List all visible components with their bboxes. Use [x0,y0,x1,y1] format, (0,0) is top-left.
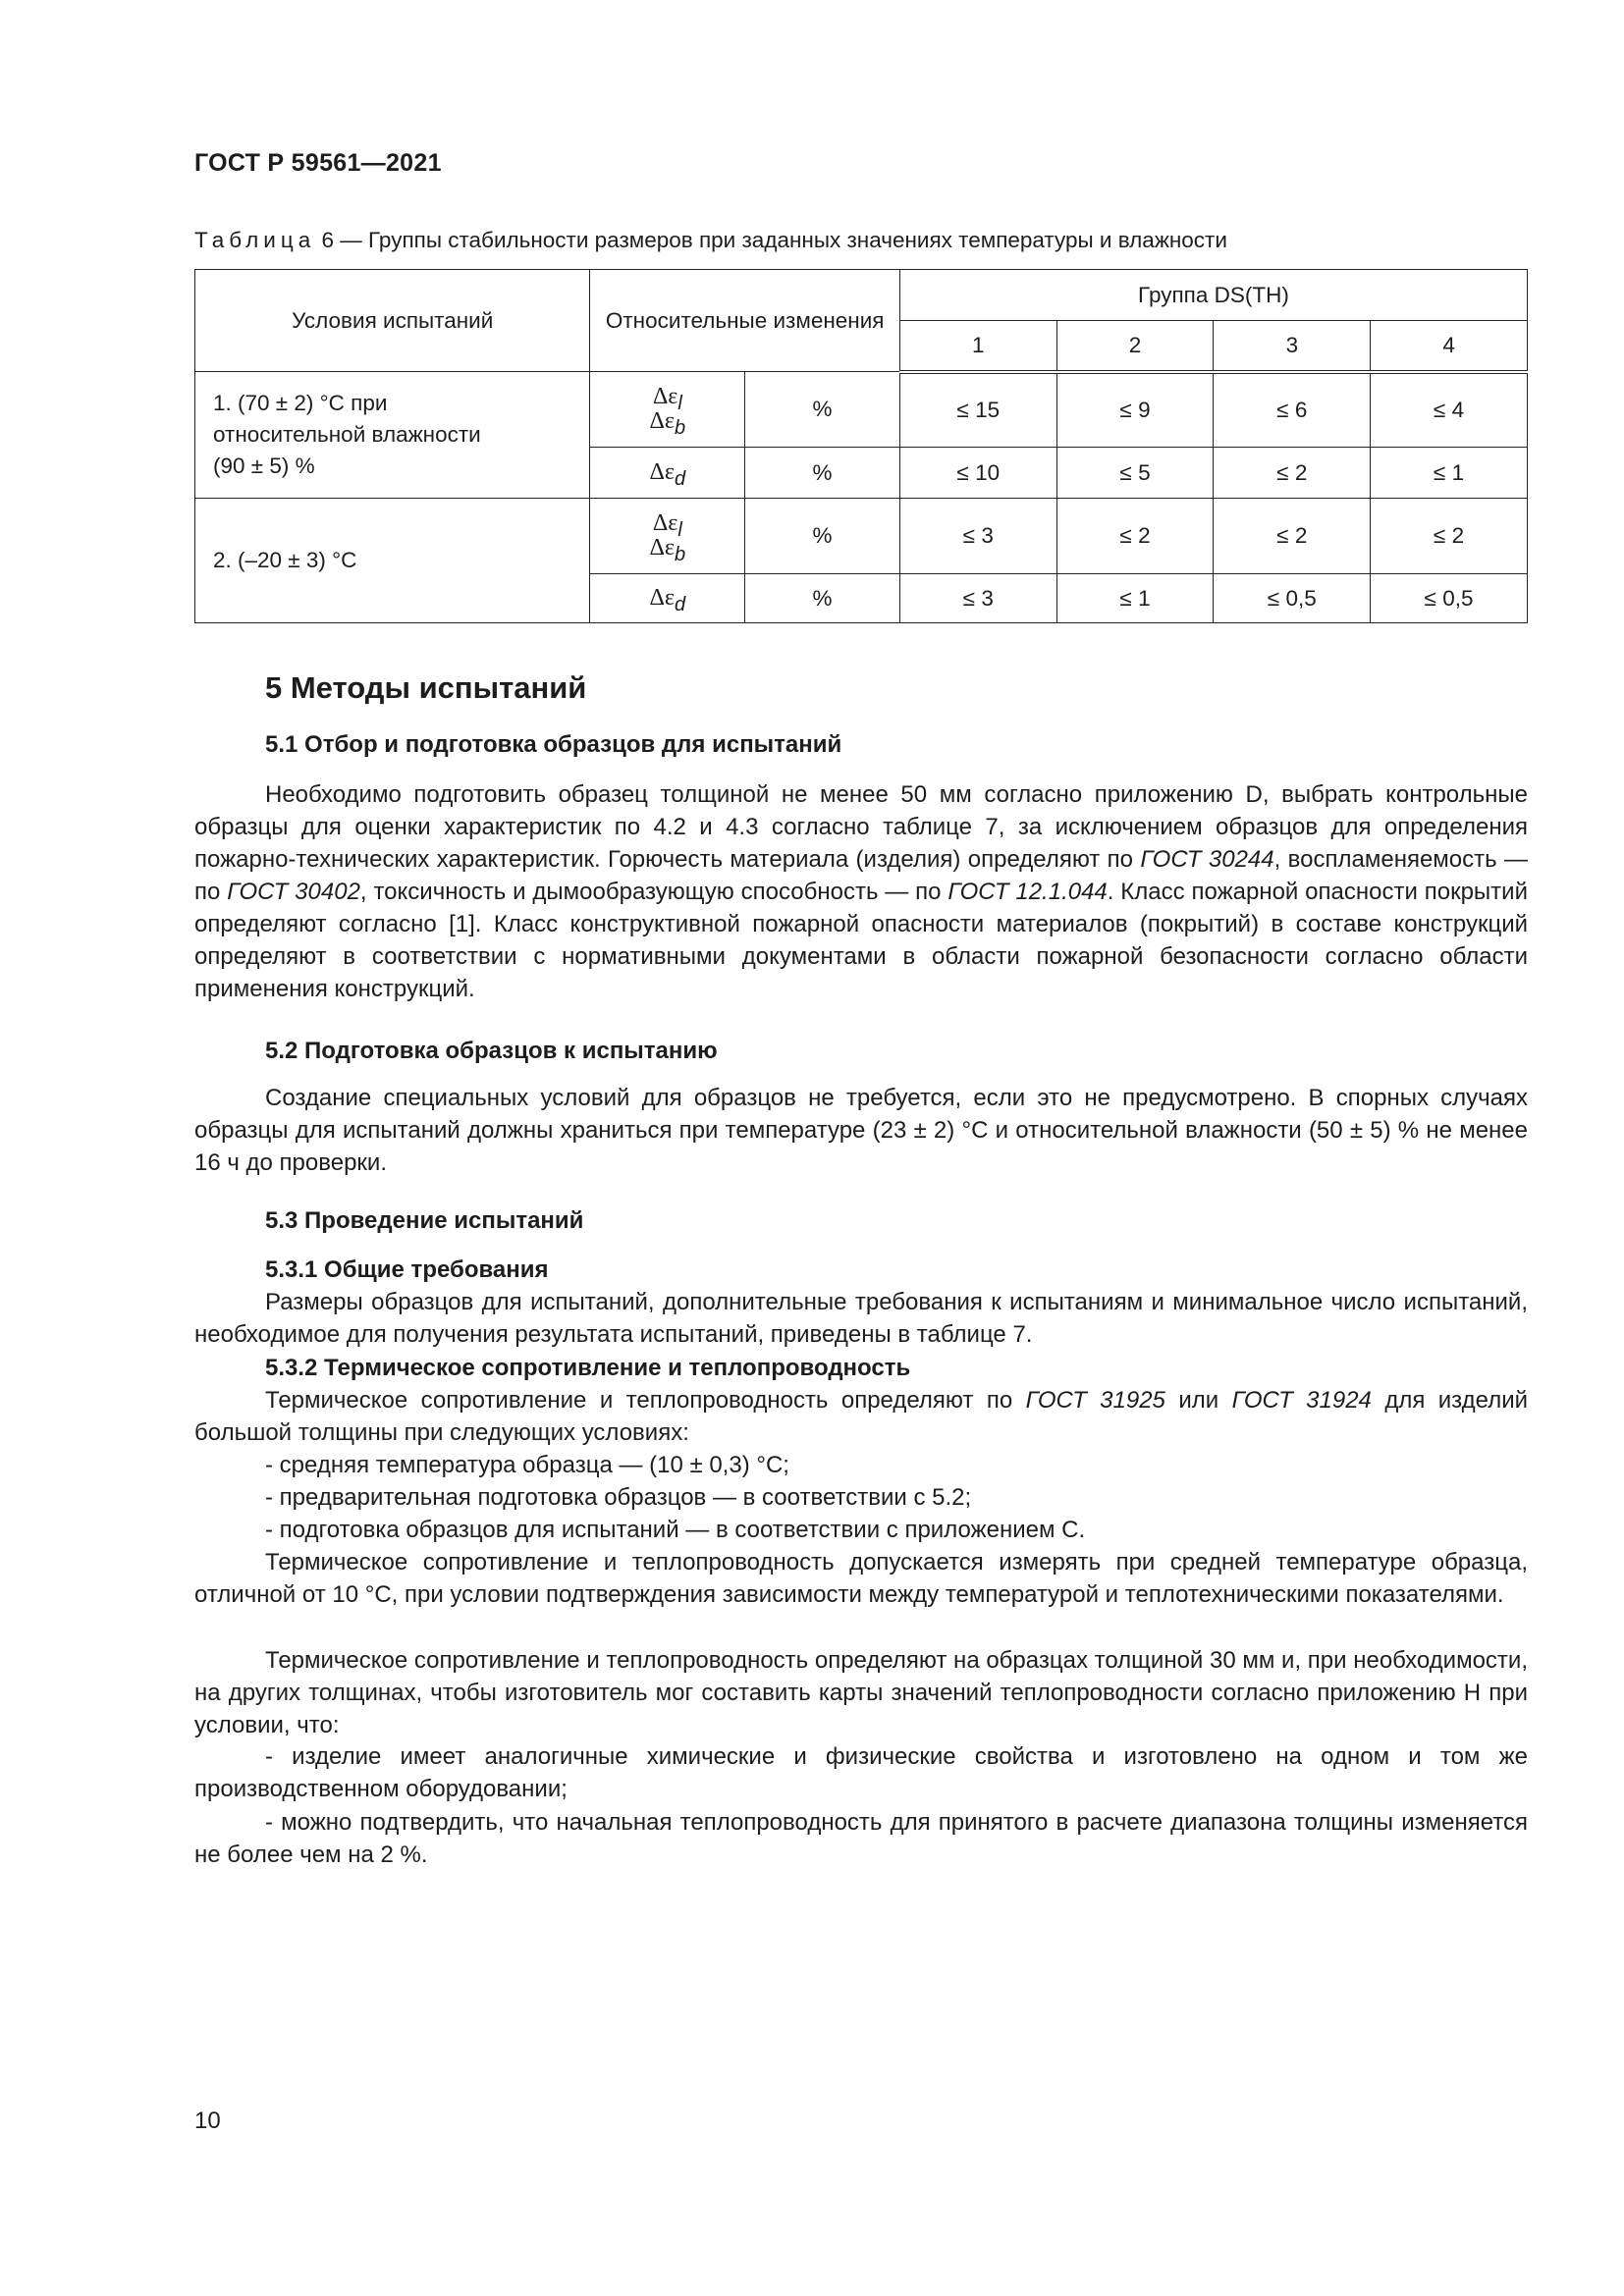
standard-reference: ГОСТ 30244 [1140,846,1274,873]
value-cell: ≤ 2 [1214,499,1371,574]
paragraph: - можно подтвердить, что начальная теплопроводность для принятого в расчете диапазона толщины изменяется не более чем на 2 %. [194,1809,1528,1868]
list-item: - подготовка образцов для испытаний — в соответствии с приложением С. [265,1517,1086,1543]
value-cell: ≤ 2 [1371,499,1528,574]
value-cell: ≤ 4 [1371,372,1528,448]
delta-d: $\Delta\varepsilon_d$ [649,459,686,490]
value-cell: ≤ 0,5 [1214,574,1371,623]
value-cell: ≤ 9 [1056,372,1214,448]
header-group-3: 3 [1214,321,1371,372]
subsection-title: 5.2 Подготовка образцов к испытанию [265,1038,718,1064]
table-row [195,499,1528,574]
value-cell: ≤ 10 [899,448,1056,499]
table-caption [194,228,1227,253]
value-cell: ≤ 1 [1371,448,1528,499]
table-row [195,372,1528,448]
value-cell: ≤ 15 [899,372,1056,448]
value-cell: ≤ 3 [899,574,1056,623]
delta-d: $\Delta\varepsilon_d$ [649,585,686,615]
delta-b: $\Delta\varepsilon_b$ [649,535,686,565]
symbol-cell [590,372,745,448]
section-title: 5 Методы испытаний [265,670,587,705]
standard-reference: ГОСТ 31925 [1025,1387,1165,1414]
page-number: 10 [194,2108,221,2134]
list-item: - средняя температура образца — (10 ± 0,3) °С; [265,1452,789,1478]
condition-line: 2. (–20 ± 3) °С [213,548,357,572]
paragraph: Термическое сопротивление и теплопроводность допускается измерять при средней температуре образца, отличной от 10 °С, при условии подтверждения зависимости между температурой и теплотехническими показателями. [194,1549,1528,1608]
value-cell: ≤ 3 [899,499,1056,574]
table-caption-text: 6 — Группы стабильности размеров при заданных значениях температуры и влажности [321,228,1227,252]
standard-reference: ГОСТ 12.1.044 [947,879,1108,905]
delta-b: $\Delta\varepsilon_b$ [649,408,686,439]
condition-line: 1. (70 ± 2) °С при [213,391,388,415]
standard-reference: ГОСТ 30402 [227,879,360,905]
delta-l: $\Delta\varepsilon_l$ [652,384,682,414]
symbol-cell [590,574,745,623]
paragraph: Термическое сопротивление и теплопроводность определяют по ГОСТ 31925 или ГОСТ 31924 для изделий большой толщины при следующих условиях: [194,1387,1529,1446]
unit-cell: % [745,499,900,574]
header-relative-changes: Относительные изменения [590,270,899,372]
symbol-cell [590,448,745,499]
header-group: Группа DS(TH) [899,270,1527,321]
subsection-title: 5.3.2 Термическое сопротивление и теплопроводность [265,1355,911,1381]
table-header-row [195,270,1528,321]
standard-reference: ГОСТ 31924 [1231,1387,1372,1414]
header-group-2: 2 [1056,321,1214,372]
symbol-cell [590,499,745,574]
value-cell: ≤ 2 [1056,499,1214,574]
value-cell: ≤ 6 [1214,372,1371,448]
dimension-stability-table [194,269,1528,623]
condition-line: (90 ± 5) % [213,454,315,478]
condition-cell [195,499,590,623]
paragraph: Размеры образцов для испытаний, дополнительные требования к испытаниям и минимальное число испытаний, необходимое для получения результата испытаний, приведены в таблице 7. [194,1289,1528,1348]
subsection-title: 5.3 Проведение испытаний [265,1207,584,1234]
subsection-title: 5.1 Отбор и подготовка образцов для испытаний [265,731,842,758]
subsection-title: 5.3.1 Общие требования [265,1256,549,1283]
unit-cell: % [745,574,900,623]
table-caption-label: Таблица [194,228,316,252]
condition-line: относительной влажности [213,422,481,447]
value-cell: ≤ 0,5 [1371,574,1528,623]
list-item: - предварительная подготовка образцов — в соответствии с 5.2; [265,1484,972,1511]
header-group-4: 4 [1371,321,1528,372]
paragraph: - изделие имеет аналогичные химические и физические свойства и изготовлено на одном и том же производственном оборудовании; [194,1743,1528,1802]
unit-cell: % [745,448,900,499]
value-cell: ≤ 5 [1056,448,1214,499]
unit-cell: % [745,372,900,448]
header-group-1: 1 [899,321,1056,372]
paragraph: Термическое сопротивление и теплопроводность определяют на образцах толщиной 30 мм и, при необходимости, на других толщинах, чтобы изготовитель мог составить карты значений теплопроводности согласно приложению Н при условии, что: [194,1647,1528,1738]
paragraph: Необходимо подготовить образец толщиной не менее 50 мм согласно приложению D, выбрать контрольные образцы для оценки характеристик по 4.2 и 4.3 согласно таблице 7, за исключением образцов для определения пожарно-технических характеристик. Горючесть материала (изделия) определяют по ГОСТ 30244, воспламеняемость — по ГОСТ 30402, токсичность и дымообразующую способность — по ГОСТ 12.1.044. Класс пожарной опасности покрытий определяют согласно [1]. Класс конструктивной пожарной опасности материалов (покрытий) в составе конструкций определяют в соответствии с нормативными документами в области пожарной безопасности согласно области применения конструкций. [194,781,1529,1002]
header-conditions: Условия испытаний [195,270,590,372]
delta-l: $\Delta\varepsilon_l$ [652,510,682,541]
paragraph: Создание специальных условий для образцов не требуется, если это не предусмотрено. В спорных случаях образцы для испытаний должны храниться при температуре (23 ± 2) °С и относительной влажности (50 ± 5) % не менее 16 ч до проверки. [194,1085,1528,1176]
document-header: ГОСТ Р 59561—2021 [194,149,442,177]
value-cell: ≤ 2 [1214,448,1371,499]
condition-cell [195,372,590,499]
value-cell: ≤ 1 [1056,574,1214,623]
